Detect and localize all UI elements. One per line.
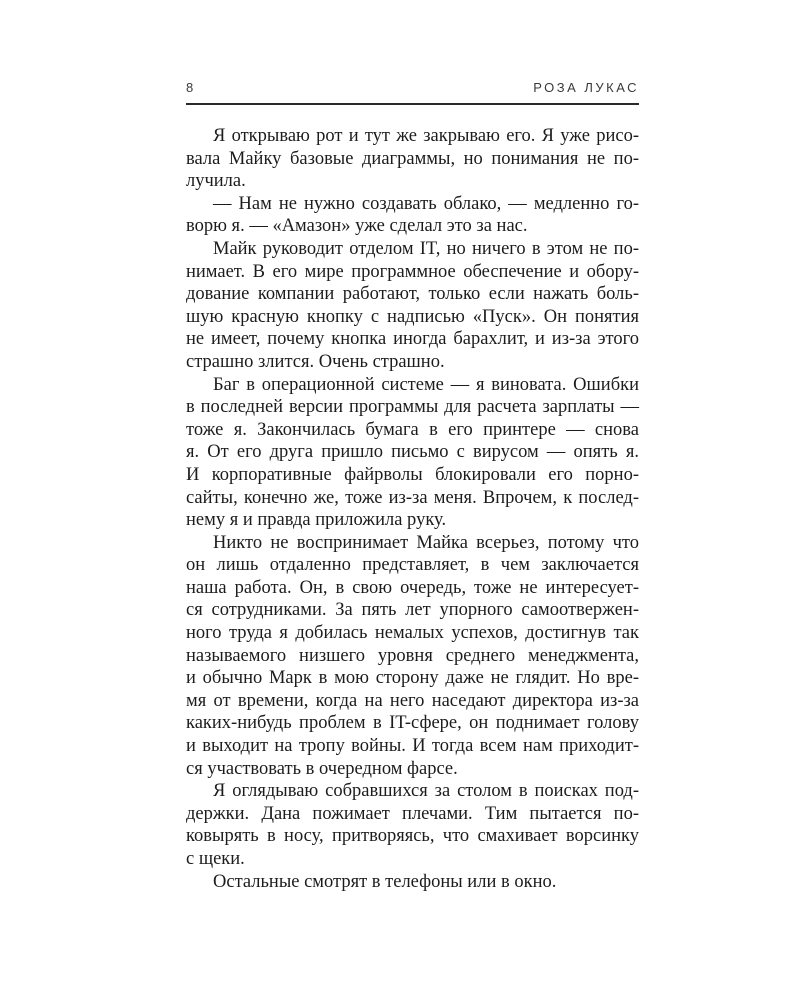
text-line: ного труда я добилась немалых успехов, достигнув так	[186, 623, 639, 644]
text-line: в последней версии программы для расчета зарплаты —	[186, 397, 639, 418]
text-line: — Нам не нужно создавать облако, — медленно го-	[213, 193, 639, 214]
text-line: с щеки.	[186, 849, 245, 869]
text-line: ся сотрудниками. За пять лет упорного самоотвержен-	[186, 600, 639, 621]
text-line: шую красную кнопку с надписью «Пуск». Он понятия	[186, 306, 639, 327]
text-line: Я открываю рот и тут же закрываю его. Я уже рисо-	[213, 126, 639, 146]
text-line: Я оглядываю собравшихся за столом в поисках под-	[213, 781, 639, 802]
text-line: Баг в операционной системе — я виновата. Ошибки	[213, 374, 639, 395]
text-line: дование компании работают, только если нажать боль-	[186, 284, 639, 305]
text-line: он лишь отдаленно представляет, в чем заключается	[186, 555, 639, 576]
text-line: называемого низшего уровня среднего менеджмента,	[186, 645, 639, 666]
text-line: я. От его друга пришло письмо с вирусом — опять я.	[186, 442, 639, 463]
text-line: ковырять в носу, притворяясь, что смахивает ворсинку	[186, 826, 639, 847]
text-line: наша работа. Он, в свою очередь, тоже не интересует-	[186, 577, 639, 598]
text-line: лучила.	[186, 171, 246, 192]
running-header	[186, 80, 639, 102]
header-rule	[186, 103, 639, 105]
running-title: РОЗА ЛУКАС	[533, 80, 639, 95]
text-line: не имеет, почему кнопка иногда барахлит, и из-за этого	[186, 329, 639, 350]
page-number: 8	[186, 80, 195, 95]
text-line: страшно злится. Очень страшно.	[186, 351, 445, 372]
text-line: и обычно Марк в мою сторону даже не глядит. Но вре-	[186, 668, 639, 689]
text-line: держки. Дана пожимает плечами. Тим пытается по-	[186, 803, 639, 824]
text-line: ворю я. — «Амазон» уже сделал это за нас.	[186, 216, 528, 237]
text-line: сайты, конечно же, тоже из-за меня. Впрочем, к послед-	[186, 487, 639, 508]
text-line: тоже я. Закончилась бумага в его принтере — снова	[186, 419, 639, 440]
text-line: И корпоративные файрволы блокировали его порно-	[186, 464, 639, 485]
text-line: Майк руководит отделом IT, но ничего в этом не по-	[213, 238, 639, 259]
text-line: нему я и правда приложила руку.	[186, 510, 447, 531]
text-line: нимает. В его мире программное обеспечение и обору-	[186, 261, 639, 282]
text-line: Никто не воспринимает Майка всерьез, потому что	[213, 532, 639, 553]
text-line: ся участвовать в очередном фарсе.	[186, 758, 458, 779]
text-line: каких-нибудь проблем в IT-сфере, он поднимает голову	[186, 713, 639, 734]
text-line: мя от времени, когда на него наседают директора из-за	[186, 690, 639, 711]
text-line: Остальные смотрят в телефоны или в окно.	[213, 871, 557, 892]
text-line: вала Майку базовые диаграммы, но понимания не по-	[186, 148, 639, 169]
text-line: и выходит на тропу войны. И тогда всем нам приходит-	[186, 736, 639, 757]
body-text	[186, 125, 639, 893]
